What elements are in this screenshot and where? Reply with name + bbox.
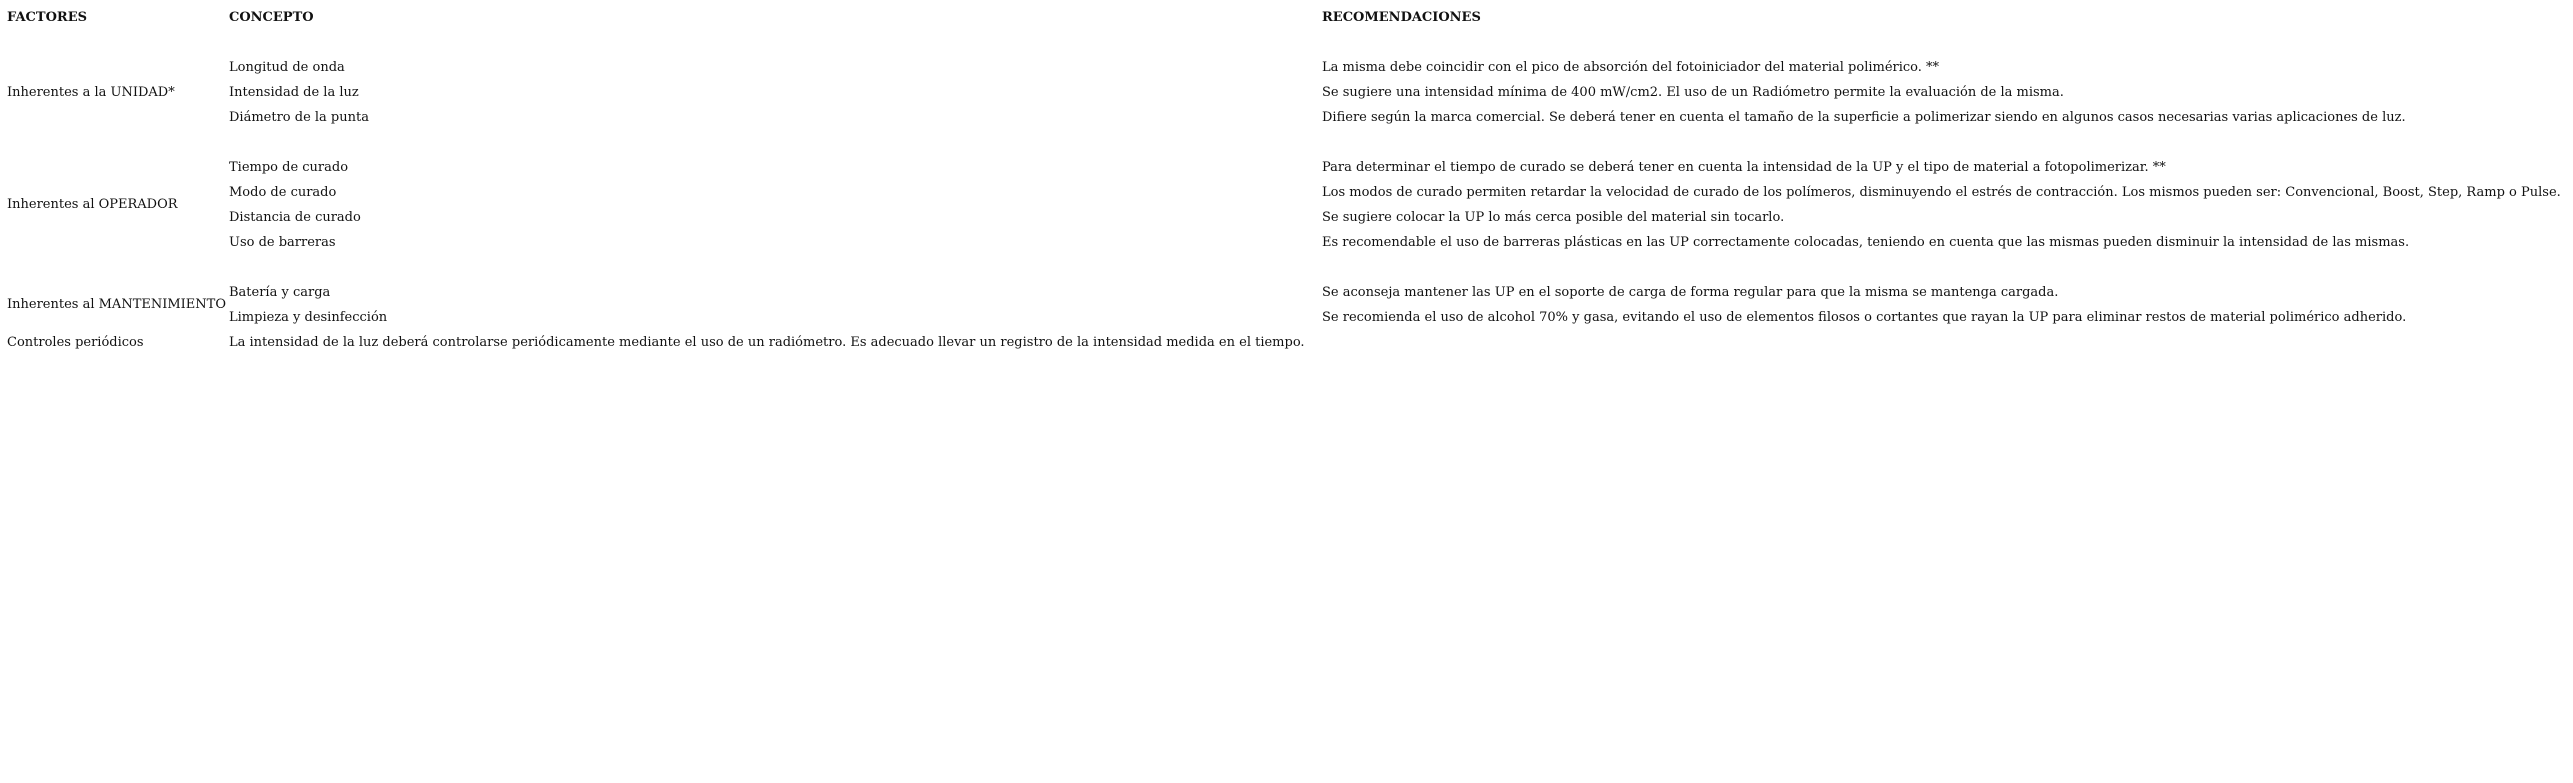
table-row (7, 234, 2562, 259)
factor-controles: Controles periódicos (7, 335, 144, 350)
spacer-row (7, 259, 2562, 284)
spacer-row (7, 134, 2562, 159)
concepto-cell: Modo de curado (229, 185, 337, 200)
recomendacion-cell: Difiere según la marca comercial. Se deberá tener en cuenta el tamaño de la superficie a polimerizar siendo en algunos casos necesarias varias aplicaciones de luz. (1322, 110, 2406, 125)
recomendacion-cell: Se recomienda el uso de alcohol 70% y gasa, evitando el uso de elementos filosos o cortantes que rayan la UP para eliminar restos de material polimérico adherido. (1322, 310, 2407, 325)
concepto-cell: Tiempo de curado (229, 160, 349, 175)
table-row (7, 159, 2562, 184)
concepto-cell: Limpieza y desinfección (229, 310, 388, 325)
table-header-row (7, 9, 2562, 34)
table-row (7, 309, 2562, 334)
table-row (7, 284, 2562, 312)
table-row (7, 184, 2562, 212)
factor-operador: Inherentes al OPERADOR (7, 197, 178, 212)
concepto-cell: Intensidad de la luz (229, 85, 359, 100)
table-row (7, 59, 2562, 84)
recomendacion-cell: Se sugiere colocar la UP lo más cerca posible del material sin tocarlo. (1322, 210, 1785, 225)
concepto-cell: Longitud de onda (229, 60, 345, 75)
recomendacion-cell: Es recomendable el uso de barreras plásticas en las UP correctamente colocadas, teniendo en cuenta que las mismas pueden disminuir la intensidad de las mismas. (1322, 235, 2410, 250)
concepto-cell: Diámetro de la punta (229, 110, 369, 125)
recommendations-table (7, 9, 2562, 359)
recomendacion-cell: Se sugiere una intensidad mínima de 400 mW/cm2. El uso de un Radiómetro permite la evaluación de la misma. (1322, 85, 2064, 100)
table-row (7, 209, 2562, 234)
spacer-row (7, 34, 2562, 59)
factor-unidad: Inherentes a la UNIDAD* (7, 85, 175, 100)
recomendacion-cell: La misma debe coincidir con el pico de absorción del fotoiniciador del material polimérico. ** (1322, 60, 1940, 75)
recomendacion-cell: Los modos de curado permiten retardar la velocidad de curado de los polímeros, disminuyendo el estrés de contracción. Los mismos pueden ser: Convencional, Boost, Step, Ramp o Pulse. (1322, 185, 2561, 200)
recomendacion-cell: Para determinar el tiempo de curado se deberá tener en cuenta la intensidad de la UP y el tipo de material a fotopolimerizar. ** (1322, 160, 2166, 175)
table-row (7, 84, 2562, 109)
table-row (7, 109, 2562, 134)
header-concepto: CONCEPTO (229, 10, 314, 25)
concepto-cell: Distancia de curado (229, 210, 361, 225)
header-factores: FACTORES (7, 10, 87, 25)
concepto-cell: Uso de barreras (229, 235, 336, 250)
table-row (7, 334, 2562, 359)
controles-concepto-cell: La intensidad de la luz deberá controlarse periódicamente mediante el uso de un radiómetro. Es adecuado llevar un registro de la intensidad medida en el tiempo. (229, 335, 1305, 350)
header-recomendaciones: RECOMENDACIONES (1322, 10, 1481, 25)
factor-mantenimiento: Inherentes al MANTENIMIENTO (7, 297, 227, 312)
concepto-cell: Batería y carga (229, 285, 331, 300)
recomendacion-cell: Se aconseja mantener las UP en el soporte de carga de forma regular para que la misma se mantenga cargada. (1322, 285, 2059, 300)
